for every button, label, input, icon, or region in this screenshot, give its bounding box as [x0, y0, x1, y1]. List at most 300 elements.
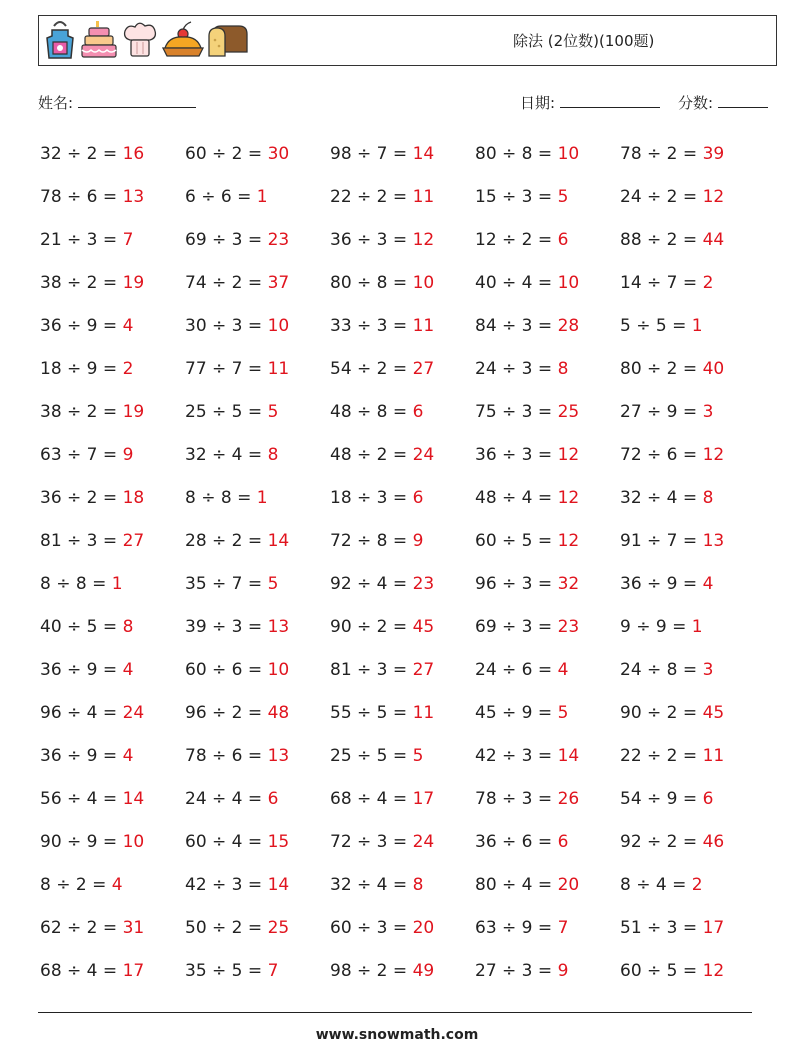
problem-answer: 17	[122, 961, 145, 981]
problem-answer: 16	[122, 144, 145, 164]
problem-question: 36 ÷ 3 =	[330, 230, 413, 250]
problem-item	[40, 133, 144, 176]
problem-item	[330, 563, 434, 606]
problem-item	[40, 606, 133, 649]
problem-item	[330, 606, 434, 649]
problem-answer: 4	[702, 574, 714, 594]
problem-question: 9 ÷ 9 =	[620, 617, 692, 637]
problem-item	[620, 219, 724, 262]
problem-item	[40, 305, 133, 348]
problem-item	[40, 778, 144, 821]
problem-item	[620, 477, 713, 520]
problem-answer: 4	[111, 875, 123, 895]
problem-question: 22 ÷ 2 =	[620, 746, 703, 766]
problem-item	[330, 735, 423, 778]
problem-answer: 3	[702, 402, 714, 422]
problem-answer: 14	[267, 875, 290, 895]
problem-question: 62 ÷ 2 =	[40, 918, 123, 938]
problem-answer: 40	[702, 359, 725, 379]
problem-answer: 1	[691, 316, 703, 336]
problem-item	[475, 692, 568, 735]
problem-question: 60 ÷ 2 =	[185, 144, 268, 164]
problem-item	[475, 735, 579, 778]
problem-item	[40, 477, 144, 520]
problem-item	[620, 563, 713, 606]
problem-answer: 10	[267, 660, 290, 680]
problem-answer: 8	[267, 445, 279, 465]
problem-item	[185, 821, 289, 864]
problem-question: 38 ÷ 2 =	[40, 273, 123, 293]
problem-question: 22 ÷ 2 =	[330, 187, 413, 207]
problem-item	[185, 563, 278, 606]
problem-answer: 14	[412, 144, 435, 164]
problem-question: 54 ÷ 9 =	[620, 789, 703, 809]
problem-answer: 11	[412, 703, 435, 723]
problem-question: 40 ÷ 5 =	[40, 617, 123, 637]
problem-question: 5 ÷ 5 =	[620, 316, 692, 336]
problem-item	[185, 649, 289, 692]
problem-question: 36 ÷ 9 =	[40, 746, 123, 766]
problem-item	[185, 778, 278, 821]
problem-item	[185, 305, 289, 348]
problem-item	[330, 348, 434, 391]
problem-item	[40, 735, 133, 778]
problem-question: 80 ÷ 4 =	[475, 875, 558, 895]
problem-item	[330, 133, 434, 176]
problem-question: 24 ÷ 4 =	[185, 789, 268, 809]
problem-answer: 14	[557, 746, 580, 766]
date-label: 日期:	[520, 94, 556, 112]
problem-item	[330, 864, 423, 907]
problem-question: 51 ÷ 3 =	[620, 918, 703, 938]
problem-answer: 6	[702, 789, 714, 809]
problem-question: 45 ÷ 9 =	[475, 703, 558, 723]
problem-item	[40, 219, 133, 262]
problem-answer: 5	[267, 574, 279, 594]
problem-item	[475, 563, 579, 606]
problem-answer: 14	[122, 789, 145, 809]
score-field	[678, 92, 768, 113]
problem-item	[185, 262, 289, 305]
problem-item	[620, 434, 724, 477]
problem-answer: 12	[702, 961, 725, 981]
problem-answer: 49	[412, 961, 435, 981]
problem-answer: 2	[702, 273, 714, 293]
problem-question: 72 ÷ 8 =	[330, 531, 413, 551]
problem-question: 81 ÷ 3 =	[40, 531, 123, 551]
problem-question: 96 ÷ 3 =	[475, 574, 558, 594]
problem-question: 8 ÷ 8 =	[185, 488, 257, 508]
problem-question: 63 ÷ 7 =	[40, 445, 123, 465]
problem-item	[620, 262, 713, 305]
problem-answer: 11	[412, 316, 435, 336]
problem-item	[40, 434, 133, 477]
problem-item	[620, 864, 703, 907]
problem-answer: 23	[267, 230, 290, 250]
problem-item	[475, 348, 568, 391]
problem-answer: 5	[412, 746, 424, 766]
problem-answer: 45	[412, 617, 435, 637]
problem-question: 32 ÷ 4 =	[620, 488, 703, 508]
problem-item	[475, 305, 579, 348]
problem-question: 33 ÷ 3 =	[330, 316, 413, 336]
problem-item	[40, 176, 144, 219]
problem-question: 48 ÷ 4 =	[475, 488, 558, 508]
problem-answer: 3	[702, 660, 714, 680]
problem-answer: 24	[412, 832, 435, 852]
problem-question: 92 ÷ 2 =	[620, 832, 703, 852]
name-field	[38, 92, 196, 113]
problem-answer: 9	[122, 445, 134, 465]
problem-answer: 7	[122, 230, 134, 250]
problem-item	[620, 606, 703, 649]
problem-item	[185, 348, 289, 391]
problem-question: 54 ÷ 2 =	[330, 359, 413, 379]
worksheet-title: 除法 (2位数)(100题)	[513, 32, 655, 50]
problem-item	[40, 907, 144, 950]
cherry-pie-icon	[161, 20, 205, 62]
problem-question: 15 ÷ 3 =	[475, 187, 558, 207]
problem-item	[40, 348, 133, 391]
problem-question: 14 ÷ 7 =	[620, 273, 703, 293]
problem-item	[185, 692, 289, 735]
problem-question: 90 ÷ 2 =	[620, 703, 703, 723]
problem-answer: 44	[702, 230, 725, 250]
problem-item	[620, 735, 724, 778]
problem-answer: 12	[702, 445, 725, 465]
problem-question: 35 ÷ 5 =	[185, 961, 268, 981]
problem-item	[475, 133, 579, 176]
problem-question: 42 ÷ 3 =	[185, 875, 268, 895]
problem-question: 63 ÷ 9 =	[475, 918, 558, 938]
problem-item	[620, 821, 724, 864]
problem-answer: 23	[557, 617, 580, 637]
problem-question: 36 ÷ 9 =	[40, 316, 123, 336]
problem-answer: 6	[412, 402, 424, 422]
problem-answer: 2	[122, 359, 134, 379]
problem-answer: 7	[267, 961, 279, 981]
problem-item	[40, 950, 144, 993]
problem-item	[40, 649, 133, 692]
problem-item	[40, 692, 144, 735]
problem-item	[185, 864, 289, 907]
problem-question: 30 ÷ 3 =	[185, 316, 268, 336]
problem-answer: 12	[557, 445, 580, 465]
problem-question: 25 ÷ 5 =	[185, 402, 268, 422]
problem-question: 88 ÷ 2 =	[620, 230, 703, 250]
problem-question: 81 ÷ 3 =	[330, 660, 413, 680]
problem-question: 80 ÷ 8 =	[475, 144, 558, 164]
problem-question: 50 ÷ 2 =	[185, 918, 268, 938]
problem-answer: 5	[267, 402, 279, 422]
problem-answer: 24	[412, 445, 435, 465]
problem-answer: 27	[412, 660, 435, 680]
problem-question: 75 ÷ 3 =	[475, 402, 558, 422]
problem-answer: 27	[122, 531, 145, 551]
problem-answer: 9	[412, 531, 424, 551]
problem-question: 8 ÷ 4 =	[620, 875, 692, 895]
problem-item	[475, 434, 579, 477]
score-label: 分数:	[678, 94, 714, 112]
problem-item	[40, 563, 123, 606]
date-field	[520, 92, 660, 113]
problem-answer: 13	[267, 617, 290, 637]
problem-item	[330, 305, 434, 348]
problem-item	[620, 907, 724, 950]
name-label: 姓名:	[38, 94, 74, 112]
problem-item	[185, 434, 278, 477]
problem-item	[620, 778, 713, 821]
problem-question: 80 ÷ 2 =	[620, 359, 703, 379]
problem-question: 96 ÷ 2 =	[185, 703, 268, 723]
problem-item	[330, 219, 434, 262]
problem-answer: 13	[267, 746, 290, 766]
problem-item	[185, 950, 278, 993]
problem-answer: 8	[702, 488, 714, 508]
problem-question: 36 ÷ 9 =	[40, 660, 123, 680]
problem-item	[620, 176, 724, 219]
problem-question: 55 ÷ 5 =	[330, 703, 413, 723]
problem-answer: 1	[256, 488, 268, 508]
problem-item	[185, 176, 268, 219]
problem-question: 72 ÷ 3 =	[330, 832, 413, 852]
problem-question: 72 ÷ 6 =	[620, 445, 703, 465]
problem-question: 60 ÷ 4 =	[185, 832, 268, 852]
problem-question: 27 ÷ 3 =	[475, 961, 558, 981]
problem-question: 24 ÷ 2 =	[620, 187, 703, 207]
problem-item	[620, 305, 703, 348]
header-box	[38, 15, 777, 66]
problem-answer: 17	[702, 918, 725, 938]
problem-item	[185, 735, 289, 778]
problem-answer: 24	[122, 703, 145, 723]
cake-icon	[79, 20, 119, 62]
problem-answer: 6	[412, 488, 424, 508]
problem-question: 78 ÷ 6 =	[40, 187, 123, 207]
problem-answer: 8	[412, 875, 424, 895]
problem-item	[475, 649, 568, 692]
problem-answer: 25	[557, 402, 580, 422]
problem-answer: 4	[122, 660, 134, 680]
problem-item	[185, 907, 289, 950]
problem-question: 69 ÷ 3 =	[185, 230, 268, 250]
problem-item	[330, 821, 434, 864]
problem-item	[330, 176, 434, 219]
problem-item	[475, 219, 568, 262]
problem-question: 80 ÷ 8 =	[330, 273, 413, 293]
footer-divider	[38, 1012, 752, 1013]
problem-item	[40, 821, 144, 864]
problem-answer: 20	[412, 918, 435, 938]
problem-answer: 48	[267, 703, 290, 723]
problem-answer: 19	[122, 402, 145, 422]
problem-answer: 23	[412, 574, 435, 594]
problem-item	[475, 477, 579, 520]
problem-item	[330, 692, 434, 735]
problem-item	[330, 950, 434, 993]
problem-answer: 2	[691, 875, 703, 895]
problem-answer: 18	[122, 488, 145, 508]
problem-answer: 11	[267, 359, 290, 379]
problem-item	[40, 262, 144, 305]
problem-question: 91 ÷ 7 =	[620, 531, 703, 551]
problem-answer: 10	[122, 832, 145, 852]
problem-answer: 8	[557, 359, 569, 379]
problem-item	[185, 477, 268, 520]
problem-answer: 5	[557, 187, 569, 207]
problem-item	[330, 520, 423, 563]
footer-website: www.snowmath.com	[315, 1027, 479, 1043]
problem-item	[185, 520, 289, 563]
problem-question: 39 ÷ 3 =	[185, 617, 268, 637]
problem-answer: 12	[557, 488, 580, 508]
problem-item	[330, 477, 423, 520]
score-blank-line[interactable]	[718, 93, 768, 108]
problem-answer: 15	[267, 832, 290, 852]
problem-item	[620, 649, 713, 692]
problem-item	[185, 391, 278, 434]
problem-question: 77 ÷ 7 =	[185, 359, 268, 379]
problem-question: 21 ÷ 3 =	[40, 230, 123, 250]
problem-answer: 12	[412, 230, 435, 250]
problem-question: 68 ÷ 4 =	[330, 789, 413, 809]
problem-item	[475, 520, 579, 563]
problem-answer: 28	[557, 316, 580, 336]
problem-answer: 10	[267, 316, 290, 336]
problem-question: 36 ÷ 9 =	[620, 574, 703, 594]
problem-answer: 4	[122, 746, 134, 766]
problem-question: 60 ÷ 5 =	[620, 961, 703, 981]
problem-answer: 46	[702, 832, 725, 852]
problem-question: 78 ÷ 6 =	[185, 746, 268, 766]
problem-answer: 12	[557, 531, 580, 551]
problem-answer: 14	[267, 531, 290, 551]
problem-item	[40, 520, 144, 563]
problem-answer: 13	[702, 531, 725, 551]
bread-icon	[207, 20, 249, 62]
problem-question: 6 ÷ 6 =	[185, 187, 257, 207]
problem-answer: 6	[557, 832, 569, 852]
problem-question: 42 ÷ 3 =	[475, 746, 558, 766]
problem-question: 28 ÷ 2 =	[185, 531, 268, 551]
problem-question: 96 ÷ 4 =	[40, 703, 123, 723]
problem-answer: 10	[557, 273, 580, 293]
problem-answer: 4	[557, 660, 569, 680]
problem-item	[620, 520, 724, 563]
problem-question: 8 ÷ 2 =	[40, 875, 112, 895]
problem-question: 69 ÷ 3 =	[475, 617, 558, 637]
problem-item	[475, 176, 568, 219]
problem-answer: 5	[557, 703, 569, 723]
problem-item	[475, 821, 568, 864]
problem-question: 68 ÷ 4 =	[40, 961, 123, 981]
problem-question: 48 ÷ 8 =	[330, 402, 413, 422]
problem-question: 56 ÷ 4 =	[40, 789, 123, 809]
problem-item	[475, 262, 579, 305]
chef-hat-icon	[121, 20, 159, 62]
problem-question: 35 ÷ 7 =	[185, 574, 268, 594]
problem-question: 98 ÷ 7 =	[330, 144, 413, 164]
problem-question: 60 ÷ 6 =	[185, 660, 268, 680]
problem-answer: 25	[267, 918, 290, 938]
problem-item	[475, 950, 568, 993]
problem-answer: 10	[412, 273, 435, 293]
problem-question: 12 ÷ 2 =	[475, 230, 558, 250]
problem-question: 36 ÷ 3 =	[475, 445, 558, 465]
problem-answer: 26	[557, 789, 580, 809]
problem-item	[330, 649, 434, 692]
problem-item	[330, 907, 434, 950]
problem-answer: 13	[122, 187, 145, 207]
problem-item	[475, 391, 579, 434]
problem-question: 60 ÷ 3 =	[330, 918, 413, 938]
problem-item	[185, 219, 289, 262]
header-icons	[43, 20, 249, 62]
problem-item	[620, 391, 713, 434]
problem-question: 78 ÷ 2 =	[620, 144, 703, 164]
problem-question: 32 ÷ 4 =	[330, 875, 413, 895]
problem-answer: 1	[691, 617, 703, 637]
problem-question: 18 ÷ 9 =	[40, 359, 123, 379]
problem-item	[620, 950, 724, 993]
problem-answer: 30	[267, 144, 290, 164]
problem-question: 90 ÷ 2 =	[330, 617, 413, 637]
problem-answer: 12	[702, 187, 725, 207]
problem-item	[330, 262, 434, 305]
apron-icon	[43, 20, 77, 62]
problem-item	[620, 133, 724, 176]
problem-question: 27 ÷ 9 =	[620, 402, 703, 422]
problem-item	[185, 606, 289, 649]
problem-item	[40, 864, 123, 907]
problem-question: 25 ÷ 5 =	[330, 746, 413, 766]
problem-item	[330, 434, 434, 477]
problem-answer: 8	[122, 617, 134, 637]
problem-answer: 17	[412, 789, 435, 809]
problem-question: 78 ÷ 3 =	[475, 789, 558, 809]
problem-answer: 6	[557, 230, 569, 250]
problem-question: 98 ÷ 2 =	[330, 961, 413, 981]
problem-answer: 1	[256, 187, 268, 207]
problem-item	[40, 391, 144, 434]
problem-answer: 37	[267, 273, 290, 293]
date-blank-line[interactable]	[560, 93, 660, 108]
problem-item	[475, 864, 579, 907]
problem-question: 84 ÷ 3 =	[475, 316, 558, 336]
problem-question: 32 ÷ 4 =	[185, 445, 268, 465]
name-blank-line[interactable]	[78, 93, 196, 108]
problem-item	[475, 606, 579, 649]
problem-answer: 27	[412, 359, 435, 379]
problem-answer: 4	[122, 316, 134, 336]
problem-question: 32 ÷ 2 =	[40, 144, 123, 164]
problem-answer: 31	[122, 918, 145, 938]
problem-question: 90 ÷ 9 =	[40, 832, 123, 852]
problem-answer: 39	[702, 144, 725, 164]
problem-item	[620, 348, 724, 391]
problem-item	[475, 907, 568, 950]
problem-answer: 45	[702, 703, 725, 723]
problem-answer: 11	[702, 746, 725, 766]
problem-question: 92 ÷ 4 =	[330, 574, 413, 594]
problem-answer: 1	[111, 574, 123, 594]
problem-question: 40 ÷ 4 =	[475, 273, 558, 293]
problem-question: 18 ÷ 3 =	[330, 488, 413, 508]
problem-question: 24 ÷ 6 =	[475, 660, 558, 680]
problem-answer: 19	[122, 273, 145, 293]
problem-item	[185, 133, 289, 176]
problem-question: 36 ÷ 6 =	[475, 832, 558, 852]
